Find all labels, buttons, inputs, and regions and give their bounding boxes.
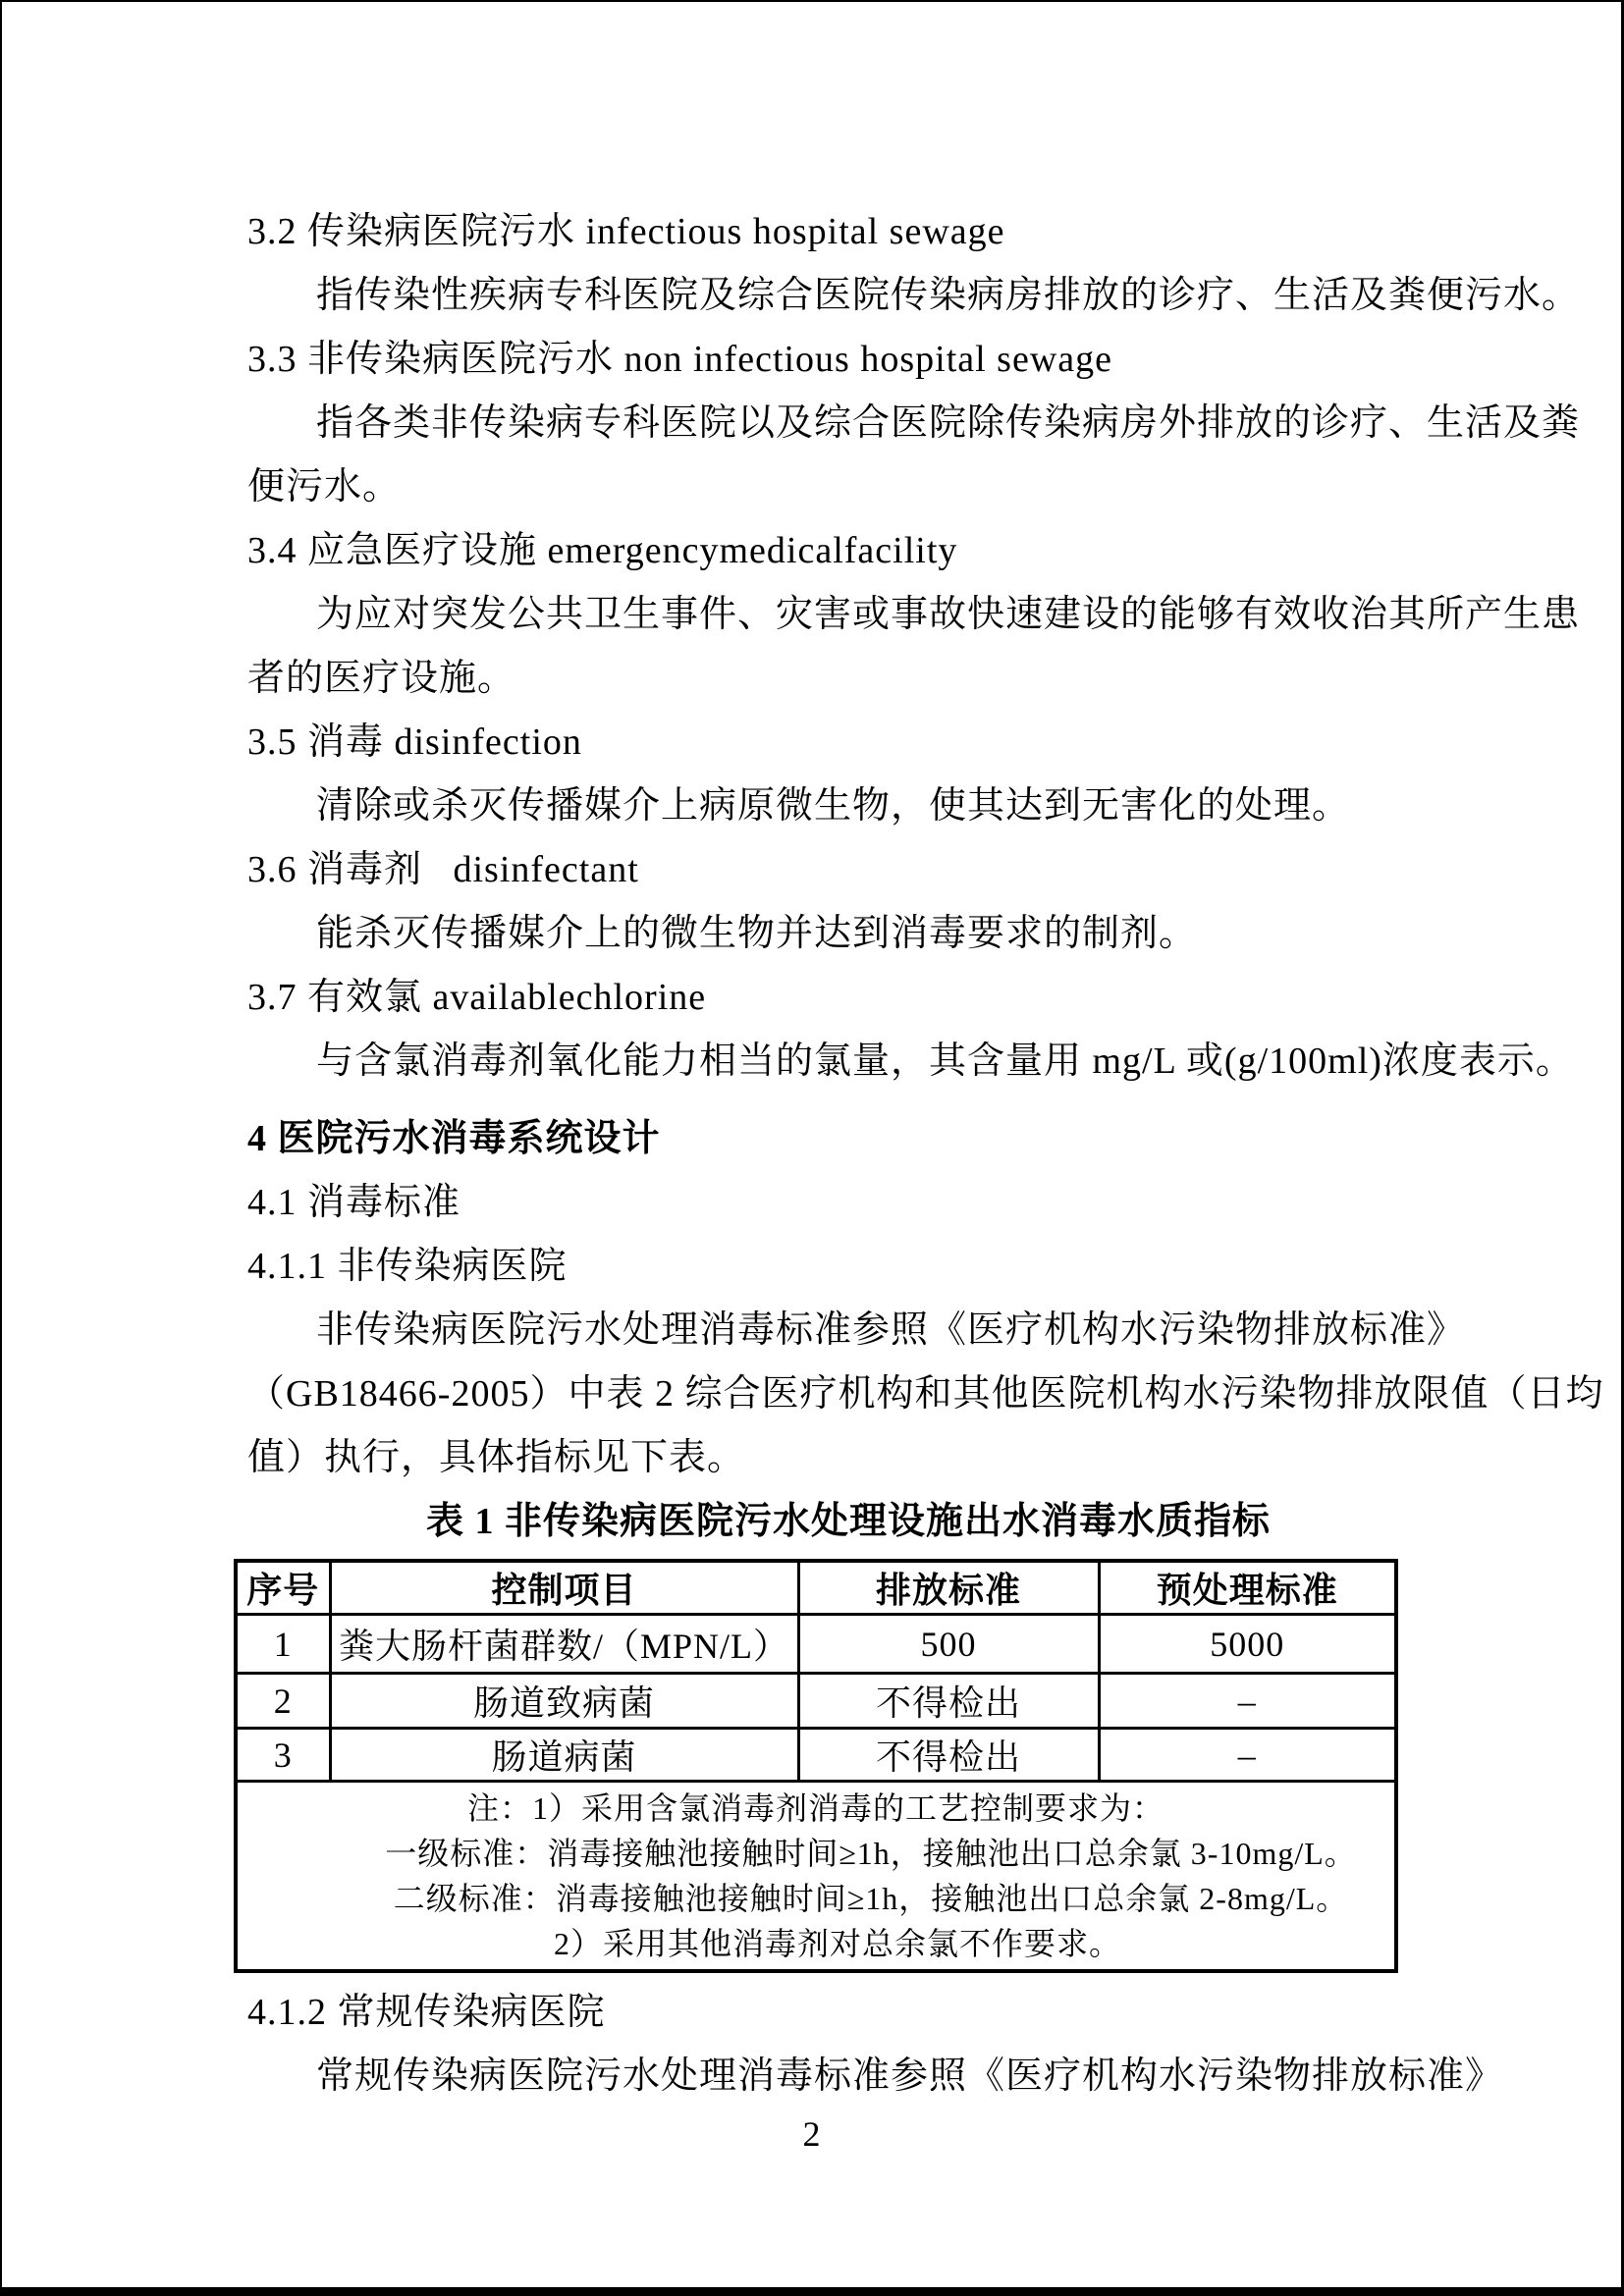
page-content (2, 2, 1621, 2152)
page-number: 2 (802, 2114, 821, 2154)
note-line-4: 2）采用其他消毒剂对总余氯不作要求。 (553, 1926, 1121, 1961)
table-notes-row (236, 1782, 1396, 1972)
section-heading-4-1-1: 4.1.1 非传染病医院 (247, 1246, 568, 1287)
paragraph-line: 指各类非传染病专科医院以及综合医院除传染病房外排放的诊疗、生活及粪 (316, 402, 1581, 444)
col-header-serial: 序号 (236, 1561, 330, 1615)
paragraph-line: 值）执行，具体指标见下表。 (247, 1437, 746, 1478)
paragraph-line: 为应对突发公共卫生事件、灾害或事故快速建设的能够有效收治其所产生患 (316, 594, 1581, 635)
section-heading-4-1-2: 4.1.2 常规传染病医院 (247, 1992, 606, 2033)
cell-control-item: 粪大肠杆菌群数/（MPN/L） (330, 1615, 798, 1674)
table-row (236, 1729, 1396, 1782)
paragraph-line: （GB18466-2005）中表 2 综合医疗机构和其他医院机构水污染物排放限值（日均 (247, 1373, 1604, 1415)
section-heading-3-2: 3.2 传染病医院污水 infectious hospital sewage (247, 211, 1005, 252)
section-heading-3-4: 3.4 应急医疗设施 emergencymedicalfacility (247, 530, 958, 571)
cell-discharge-std: 不得检出 (798, 1729, 1099, 1782)
section-heading-3-6: 3.6 消毒剂 disinfectant (247, 849, 639, 890)
section-heading-3-3: 3.3 非传染病医院污水 non infectious hospital sewage (247, 339, 1113, 380)
table-1-title: 表 1 非传染病医院污水处理设施出水消毒水质指标 (425, 1501, 1271, 1542)
cell-pretreat-std: – (1099, 1729, 1396, 1782)
cell-control-item: 肠道致病菌 (330, 1674, 798, 1729)
paragraph-line: 清除或杀灭传播媒介上病原微生物，使其达到无害化的处理。 (316, 785, 1351, 827)
cell-serial: 2 (236, 1674, 330, 1729)
paragraph-line: 指传染性疾病专科医院及综合医院传染病房排放的诊疗、生活及粪便污水。 (316, 275, 1581, 316)
note-line-3: 二级标准：消毒接触池接触时间≥1h，接触池出口总余氯 2-8mg/L。 (393, 1881, 1349, 1916)
paragraph-line: 者的医疗设施。 (247, 658, 516, 699)
paragraph-line: 便污水。 (247, 466, 402, 507)
table-1-water-quality (234, 1559, 1398, 1973)
table-row (236, 1615, 1396, 1674)
section-heading-3-7: 3.7 有效氯 availablechlorine (247, 977, 707, 1018)
cell-serial: 3 (236, 1729, 330, 1782)
cell-control-item: 肠道病菌 (330, 1729, 798, 1782)
table-header-row (236, 1561, 1396, 1615)
col-header-discharge-std: 排放标准 (798, 1561, 1099, 1615)
note-line-2: 一级标准：消毒接触池接触时间≥1h，接触池出口总余氯 3-10mg/L。 (385, 1836, 1357, 1871)
cell-pretreat-std: – (1099, 1674, 1396, 1729)
section-heading-4-1: 4.1 消毒标准 (247, 1182, 461, 1223)
paragraph-line: 能杀灭传播媒介上的微生物并达到消毒要求的制剂。 (316, 913, 1198, 954)
cell-serial: 1 (236, 1615, 330, 1674)
table-notes-cell (236, 1782, 1396, 1972)
paragraph-line: 非传染病医院污水处理消毒标准参照《医疗机构水污染物排放标准》 (316, 1309, 1466, 1351)
cell-discharge-std: 500 (798, 1615, 1099, 1674)
chapter-heading-4: 4 医院污水消毒系统设计 (247, 1118, 661, 1159)
section-heading-3-5: 3.5 消毒 disinfection (247, 721, 582, 763)
paragraph-line: 与含氯消毒剂氧化能力相当的氯量，其含量用 mg/L 或(g/100ml)浓度表示。 (316, 1041, 1574, 1082)
table-row (236, 1674, 1396, 1729)
paragraph-line: 常规传染病医院污水处理消毒标准参照《医疗机构水污染物排放标准》 (316, 2056, 1504, 2097)
cell-discharge-std: 不得检出 (798, 1674, 1099, 1729)
col-header-pretreat-std: 预处理标准 (1099, 1561, 1396, 1615)
col-header-control-item: 控制项目 (330, 1561, 798, 1615)
note-line-1: 注：1）采用含氯消毒剂消毒的工艺控制要求为： (466, 1790, 1164, 1826)
cell-pretreat-std: 5000 (1099, 1615, 1396, 1674)
